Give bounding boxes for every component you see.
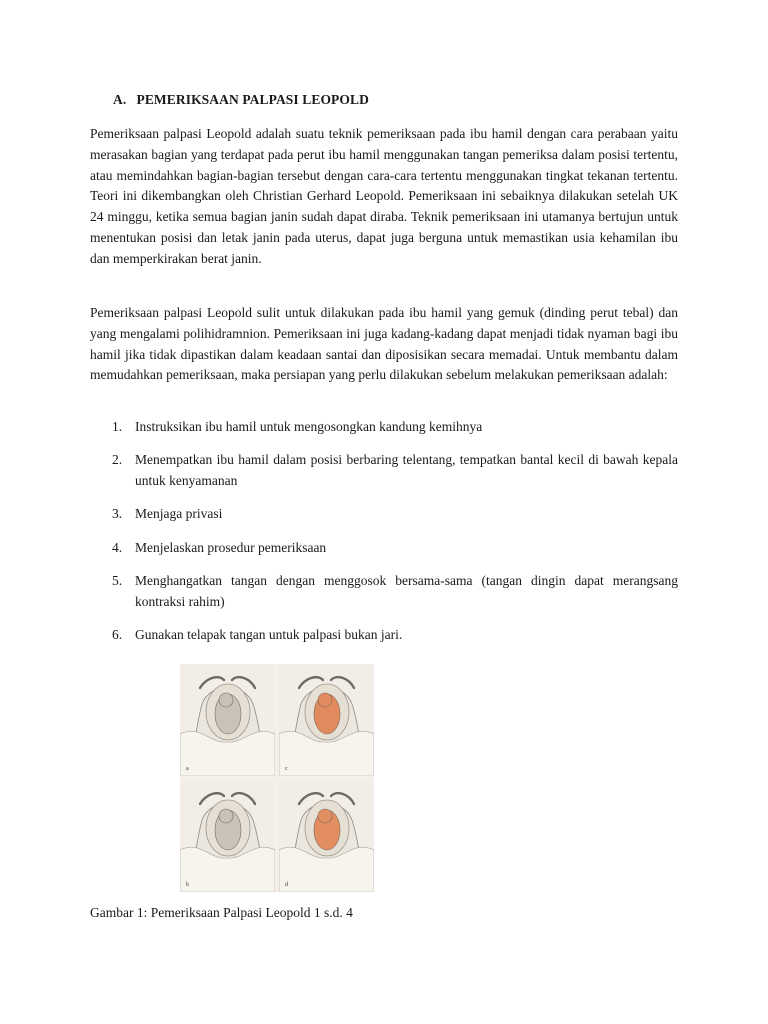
panel-drawing bbox=[279, 664, 374, 776]
panel-label: c bbox=[285, 766, 288, 772]
preparation-list bbox=[90, 417, 678, 658]
section-heading bbox=[113, 92, 369, 108]
panel-drawing bbox=[180, 780, 275, 892]
paragraph-1: Pemeriksaan palpasi Leopold adalah suatu teknik pemeriksaan pada ibu hamil dengan cara perabaan yaitu merasakan bagian yang terdapat pada perut ibu hamil menggunakan tangan pemeriksa dalam posisi tertentu, atau memindahkan bagian-bagian tersebut dengan cara-cara tertentu menggunakan tingkat tekanan tertentu. Teori ini dikembangkan oleh Christian Gerhard Leopold. Pemeriksaan ini sebaiknya dilakukan setelah UK 24 minggu, ketika semua bagian janin sudah dapat diraba. Teknik pemeriksaan ini utamanya bertujun untuk menentukan posisi dan letak janin pada uterus, dapat juga berguna untuk memastikan usia kehamilan ibu dan memperkirakan berat janin. bbox=[90, 126, 678, 266]
list-item: 1. Instruksikan ibu hamil untuk mengosongkan kandung kemihnya bbox=[112, 419, 483, 434]
illustration-panel-b bbox=[180, 780, 275, 892]
illustration-panel-c bbox=[279, 664, 374, 776]
panel-label: b bbox=[186, 882, 189, 888]
list-item: 6. Gunakan telapak tangan untuk palpasi bukan jari. bbox=[112, 627, 403, 643]
illustration-panel-d bbox=[279, 780, 374, 892]
section-title: PEMERIKSAAN PALPASI LEOPOLD bbox=[136, 92, 369, 107]
list-item: 3. Menjaga privasi bbox=[112, 506, 223, 522]
panel-label: d bbox=[285, 882, 288, 888]
list-item: 4. Menjelaskan prosedur pemeriksaan bbox=[112, 539, 327, 555]
panel-label: a bbox=[186, 766, 189, 772]
leopold-illustration bbox=[180, 664, 374, 892]
list-item: 5. Menghangatkan tangan dengan menggosok bersama-sama (tangan dingin dapat merangsang kontraksi rahim) bbox=[112, 572, 678, 609]
figure-caption: Gambar 1: Pemeriksaan Palpasi Leopold 1 s.d. 4 bbox=[90, 905, 353, 920]
illustration-panel-a bbox=[180, 664, 275, 776]
panel-drawing bbox=[180, 664, 275, 776]
list-item: 2. Menempatkan ibu hamil dalam posisi berbaring telentang, tempatkan bantal kecil di bawah kepala untuk kenyamanan bbox=[112, 452, 678, 489]
paragraph-2: Pemeriksaan palpasi Leopold sulit untuk dilakukan pada ibu hamil yang gemuk (dinding perut tebal) dan yang mengalami polihidramnion. Pemeriksaan ini juga kadang-kadang dapat menjadi tidak nyaman bagi ibu hamil jika tidak dipastikan dalam keadaan santai dan diposisikan secara memadai. Untuk membantu dalam memudahkan pemeriksaan, maka persiapan yang perlu dilakukan sebelum melakukan pemeriksaan adalah: bbox=[90, 305, 678, 383]
section-number: A. bbox=[113, 92, 127, 107]
panel-drawing bbox=[279, 780, 374, 892]
